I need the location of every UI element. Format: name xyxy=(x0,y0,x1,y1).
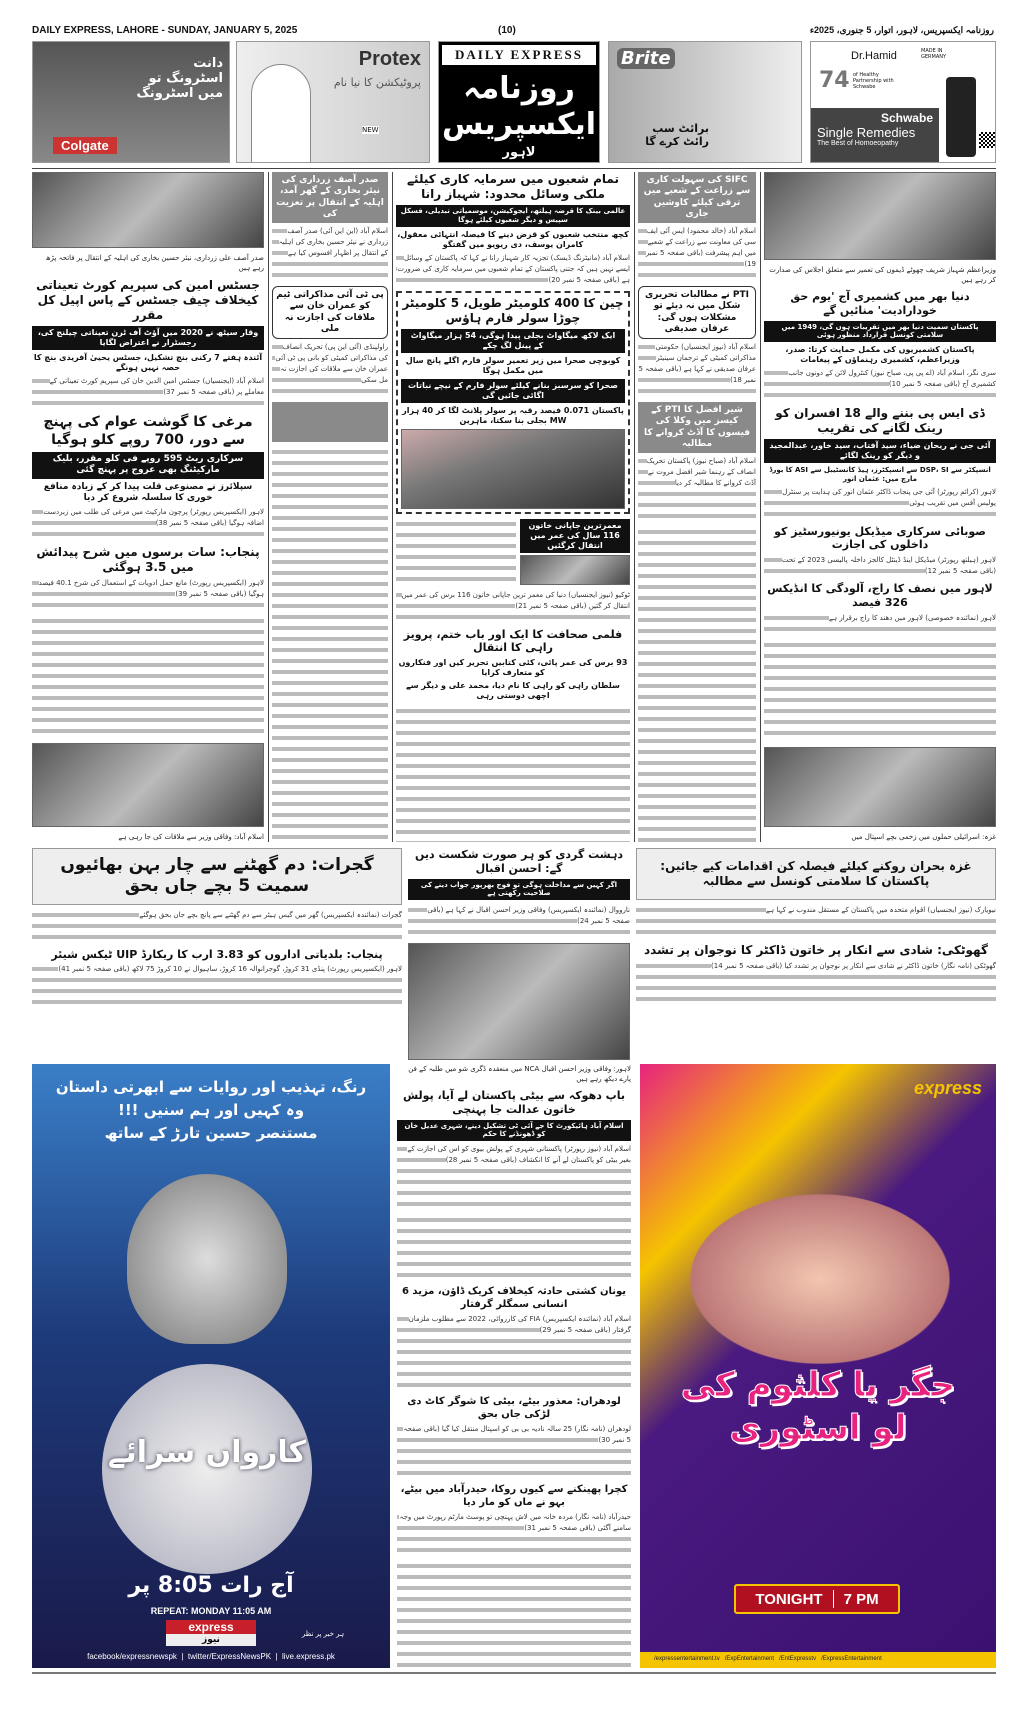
filler-text xyxy=(764,640,996,743)
center-column xyxy=(396,172,630,842)
story-pti-talks xyxy=(272,286,388,397)
headline: یونان کشتی حادثہ کیخلاف کریک ڈاؤن، مزید 6 انسانی سمگلر گرفتار xyxy=(401,1286,627,1310)
tonight-badge xyxy=(734,1584,900,1614)
story-faisal xyxy=(396,628,630,702)
dateline-urdu: روزنامہ ایکسپریس، لاہور، اتوار، 5 جنوری، 2025ء xyxy=(809,25,994,35)
headline: فلمی صحافت کا ایک اور باب ختم، پرویز راہی کا انتقال xyxy=(403,627,623,655)
story-body: اسلام آباد (مانیٹرنگ ڈیسک) تجزیہ کار شہباز رانا نے کہا کہ پاکستان کے وسائل ایسے نہیں ہیں کہ جتنی پاکستان کے تمام شعبوں میں سرمایہ کاری کی ضرورت ہے (باقی صفحہ 5 نمبر 20) xyxy=(397,253,630,284)
subheadline: انسپکٹر سے DSP، SI سے انسپکٹرز، ہیڈ کانسٹیبل سے ASI کا بورڈ مارچ میں: عثمان انور xyxy=(769,466,991,483)
logo-ur: نیوز xyxy=(166,1634,256,1646)
story-body: گجرات (نمائندہ ایکسپریس) گھر میں گیس ہیٹر سے دم گھٹنے سے پانچ بچے جاں بحق ہوگئے xyxy=(139,910,402,919)
tonight-label: TONIGHT xyxy=(755,1590,823,1608)
subheadline: سرکاری ریٹ 595 روپے فی کلو مقرر، بلیک مارکیٹنگ بھی عروج پر پہنچ گئی xyxy=(32,452,264,479)
headline: پی ٹی آئی مذاکراتی ٹیم کو عمران خان سے ملاقات کی اجازت نہ ملی xyxy=(272,286,388,339)
show-title: کارواں سرائے xyxy=(107,1435,307,1470)
story-body: اسلام آباد (این این آئی) صدر آصف زرداری نے نیئر حسین بخاری کی اہلیہ کے انتقال پر اظہار افسوس کیا ہے xyxy=(278,227,388,257)
headline: دہشت گردی کو ہر صورت شکست دیں گے: احسن اقبال xyxy=(414,848,624,875)
drama-ad[interactable] xyxy=(640,1064,996,1668)
subheadline: سپلائرز نے مصنوعی قلت پیدا کر کے زیادہ منافع خوری کا سلسلہ شروع کر دیا xyxy=(43,481,253,503)
schwabe-ad[interactable] xyxy=(810,41,996,163)
headline: لودھراں: معذور بیٹے، بیٹی کا شوگر کاٹ دی لڑکی جاں بحق xyxy=(407,1396,621,1420)
page-bottom-rule xyxy=(32,1672,996,1674)
headline: پنجاب: سات برسوں میں شرح پیدائش میں 3.5 ہوگئی xyxy=(36,545,260,574)
obituary-row xyxy=(396,519,630,585)
subheadline: پاکستان کشمیریوں کی مکمل حمایت کرتا: صدر، وزیراعظم، کشمیری رہنماؤں کے پیغامات xyxy=(785,345,975,364)
ad-line: مستنصر حسین تارڑ کے ساتھ xyxy=(104,1123,318,1142)
headline: گجرات: دم گھٹنے سے چار بہن بھائیوں سمیت 5 بچے جاں بحق xyxy=(60,855,374,897)
center-bottom-column xyxy=(397,1064,631,1668)
photo-meeting xyxy=(32,743,264,827)
column-2 xyxy=(272,172,388,842)
photo-pm-meeting xyxy=(764,172,996,260)
story-body: راولپنڈی (آئی این پی) تحریک انصاف کی مذاکراتی کمیٹی کو بانی پی ٹی آئی عمران خان سے ملاقات کی اجازت نہ مل سکی xyxy=(275,343,388,384)
story-body: حیدرآباد (نامہ نگار) مردہ خانہ میں لاش پہنچی تو پوسٹ مارٹم رپورٹ میں وجہ سامنے آگئی (باقی صفحہ 5 نمبر 31) xyxy=(399,1513,631,1532)
repeat-time: REPEAT: MONDAY 11:05 AM xyxy=(150,1606,272,1616)
story-chicken xyxy=(32,414,264,540)
divider xyxy=(760,172,761,842)
headline: جسٹس امین کی سپریم کورٹ تعیناتی کیخلاف چیف جسٹس کے پاس اپیل کل مقرر xyxy=(36,278,260,322)
photo-zardari xyxy=(32,172,264,248)
story-body: لاہور (نمائندہ خصوصی) لاہور میں دھند کا راج برقرار ہے xyxy=(828,613,996,622)
bottle-image xyxy=(946,77,976,157)
schwabe-panel xyxy=(811,108,939,163)
story-body: نارووال (نمائندہ ایکسپریس) وفاقی وزیر احسن اقبال نے کہا ہے (باقی صفحہ 5 نمبر 24) xyxy=(427,906,630,925)
story-body: اسلام آباد (نیوز رپورٹر) پاکستانی شہری کے پولش بیوی کو اس کی اجازت کے بغیر بیٹی کو پاکستان لے آنے کا انکشاف (باقی صفحہ 5 نمبر 28) xyxy=(407,1145,631,1164)
show-time: آج رات 8:05 پر xyxy=(128,1573,294,1598)
story-pti-demands xyxy=(638,286,756,397)
subheadline: پاکستان سمیت دنیا بھر میں تقریبات ہوں گی، 1949 میں سلامتی کونسل قرارداد منظور ہوئی xyxy=(764,321,996,343)
obituary-photo xyxy=(520,555,630,585)
story-china-solar xyxy=(396,291,630,514)
ad-line: رنگ، تہذیب اور روایات سے ابھرتی داستان xyxy=(55,1078,367,1096)
headline: چین کا 400 کلومیٹر طویل، 5 کلومیٹر چوڑا سولر فارم ہاؤس xyxy=(402,295,624,325)
photo-caption: اسلام آباد: وفاقی وزیر سے ملاقات کی جا رہی ہے xyxy=(118,833,264,841)
filler-text xyxy=(397,1561,631,1668)
story-kashmir xyxy=(764,290,996,401)
obit-body xyxy=(396,590,630,623)
colgate-tagline: دانت اسٹرونگ تو میں اسٹرونگ xyxy=(136,56,223,101)
social-links: facebook/expressnewspk | twitter/ExpressNewsPK | live.express.pk xyxy=(87,1652,335,1661)
story-body: اسلام آباد (ایجنسیاں) جسٹس امین الدین خان کی سپریم کورٹ تعیناتی کے معاملے پر (باقی صفحہ 5 نمبر 37) xyxy=(49,377,264,396)
story-body: لاہور (ایکسپریس رپورٹر) پرچون مارکیٹ میں مرغی کی طلب میں زبردست اضافہ ہوگیا (باقی صفحہ 5 نمبر 38) xyxy=(43,508,264,527)
badge-divider xyxy=(833,1590,834,1608)
qr-code-icon xyxy=(979,132,995,148)
photo-caption: غزہ: اسرائیلی حملوں میں زخمی بچے اسپتال میں xyxy=(851,833,996,841)
story-body: ٹوکیو (نیوز ایجنسیاں) دنیا کی معمر ترین جاپانی خاتون 116 برس کی عمر میں انتقال کر گئیں (باقی صفحہ 5 نمبر 21) xyxy=(401,590,630,610)
express-news-logo xyxy=(166,1620,256,1646)
schwabe-title: Schwabe xyxy=(880,111,933,125)
brite-tagline: برائٹ سب رائٹ کرے گا xyxy=(645,122,709,148)
headline: صدر آصف زرداری کی نیئر بخاری کے گھر آمد، اہلیہ کے انتقال پر تعزیت کی xyxy=(272,172,388,223)
subheadline: ایک لاکھ میگاواٹ بجلی پیدا ہوگی، 54 ہزار میگاواٹ کے پینل لگ چکے xyxy=(401,329,625,353)
dateline-english: DAILY EXPRESS, LAHORE - SUNDAY, JANUARY 5, 2025 xyxy=(32,25,298,36)
subheadline: صحرا کو سرسبز بنانے کیلئے سولر فارم کے نیچے نباتات اگائی جائیں گی xyxy=(401,379,625,403)
doctor-image xyxy=(251,64,311,163)
ad-line: وہ کہیں اور ہم سنیں !!! xyxy=(117,1100,305,1119)
headline: SIFC کی سہولت کاری سے زراعت کے شعبے میں ترقی کیلئے کاوشیں جاری xyxy=(638,172,756,223)
story-justice xyxy=(32,278,264,409)
masthead-title: DAILY EXPRESS xyxy=(442,45,596,65)
filler-text xyxy=(32,616,264,738)
subheadline: 93 برس کی عمر پائی، کئی کتابیں تحریر کیں اور فنکاروں کو متعارف کرایا xyxy=(398,658,628,677)
masthead-urdu: روزنامہ ایکسپریس xyxy=(441,71,597,142)
photo-caption: وزیراعظم شہباز شریف چھوٹے ڈیموں کی تعمیر سے متعلق اجلاس کی صدارت کر رہے ہیں xyxy=(769,266,996,284)
photo-caption: صدر آصف علی زرداری، نیئر حسین بخاری کی اہلیہ کے انتقال پر فاتحہ پڑھ رہے ہیں xyxy=(45,254,264,272)
subheadline: آئندہ ہفتے 7 رکنی بنچ تشکیل، جسٹس یحییٰ آفریدی بنچ کا حصہ نہیں ہونگے xyxy=(33,353,263,372)
story-upi xyxy=(32,948,402,1009)
story-body: لودھراں (نامہ نگار) 25 سالہ نادیہ بی بی کو اسپتال منتقل کیا گیا (باقی صفحہ 5 نمبر 30) xyxy=(403,1425,631,1444)
years: 74 xyxy=(819,68,850,93)
drhamid-logo: Dr.Hamid xyxy=(851,50,897,62)
social-links: /expressentertainment.tv /ExpEntertainment /EntExpresstv /ExpressEntertainment xyxy=(640,1652,996,1668)
banner-center xyxy=(408,848,630,1060)
ahsan-body xyxy=(408,905,630,938)
masthead-logo xyxy=(438,41,600,163)
headline: کچرا پھینکنے سے کیوں روکا، حیدرآباد میں بیٹے، بہو نے ماں کو مار دیا xyxy=(400,1484,628,1508)
subheadline: عالمی بینک کا قرضہ ہیلتھ، ایجوکیشن، موسمیاتی تبدیلی، فسکل سپیس و دیگر شعبوں کیلئے ہوگا xyxy=(396,205,630,227)
cast-image xyxy=(690,1194,950,1364)
story-body: سری نگر، اسلام آباد (اے پی پی، صباح نیوز) کنٹرول لائن کے دونوں جانب کشمیری آج (باقی صفحہ 5 نمبر 10) xyxy=(788,369,996,388)
headline: ڈی ایس پی بننے والے 18 افسران کو رینک لگانے کی تقریب xyxy=(775,406,985,435)
photo-nca xyxy=(408,943,630,1060)
portrait-image xyxy=(127,1174,287,1344)
story-body: نیویارک (نیوز ایجنسیاں) اقوام متحدہ میں پاکستان کے مستقل مندوب نے کہا ہے xyxy=(765,906,996,914)
filler-text xyxy=(396,706,630,842)
headline: PTI نے مطالبات تحریری شکل میں نہ دیئے تو مشکلات ہوں گی: عرفان صدیقی xyxy=(638,286,756,339)
story-ahsan xyxy=(408,848,630,900)
right-column xyxy=(764,172,996,842)
headline: لاہور میں نصف کا راج، آلودگی کا انڈیکس 326 فیصد xyxy=(767,582,993,609)
headline: پنجاب: بلدیاتی اداروں کو 3.83 ارب کا ریکارڈ UIP ٹیکس شیئر xyxy=(51,947,383,961)
protex-logo: Protex xyxy=(358,48,421,70)
gaza-body xyxy=(636,905,996,938)
made-in: MADE IN GERMANY xyxy=(921,48,947,60)
protex-tagline: پروٹیکشن کا نیا نام xyxy=(333,76,421,89)
page-number: (10) xyxy=(498,25,516,36)
brite-ad[interactable] xyxy=(608,41,802,163)
schwabe-subtitle: Single Remedies xyxy=(817,125,916,140)
story-doctor xyxy=(636,943,996,1005)
headline: گھوٹکی: شادی سے انکار پر خاتون ڈاکٹر کا نوجوان پر تشدد xyxy=(644,943,988,957)
story-body: اسلام آباد (نیوز ایجنسیاں) حکومتی مذاکراتی کمیٹی کے ترجمان سینیٹر عرفان صدیقی نے کہا ہے (باقی صفحہ 5 نمبر 18) xyxy=(638,343,756,384)
story-sher-afzal xyxy=(638,402,756,522)
protex-new: NEW xyxy=(362,126,379,134)
story-court xyxy=(397,1089,631,1210)
subheadline: اگر کہیں سے مداخلت ہوگی تو فوج بھرپور جواب دینے کی صلاحیت رکھتی ہے xyxy=(408,879,630,901)
subheadline: پاکستان 0.071 فیصد رقبہ پر سولر پلانٹ لگا کر 40 ہزار MW بجلی بنا سکتا، ماہرین xyxy=(402,405,624,425)
divider xyxy=(268,172,269,842)
filler-text xyxy=(396,519,516,581)
story-gujrat xyxy=(32,848,402,905)
filler-text xyxy=(638,527,756,842)
colgate-ad[interactable] xyxy=(32,41,230,163)
divider xyxy=(634,172,635,842)
story-body: لاہور (ایکسپریس رپورٹ) مانع حمل ادویات کے استعمال کی شرح 40.1 فیصد ہوگیا (باقی صفحہ 5 نمبر 39) xyxy=(38,579,264,598)
headline: شیر افضل کا PTI کے کیسز میں وکلا کی فیسوں کا آڈٹ کروانے کا مطالبہ xyxy=(638,402,756,453)
filler-text xyxy=(272,447,388,842)
story-body: اسلام آباد (نمائندہ ایکسپریس) FIA کی کارروائی، 2022 سے مطلوب ملزمان گرفتار (باقی صفحہ 5 نمبر 29) xyxy=(408,1315,631,1334)
story-body: گھوٹکی (نامہ نگار) خاتون ڈاکٹر نے شادی سے انکار پر نوجوان پر تشدد کیا (باقی صفحہ 5 نمبر 14) xyxy=(711,962,996,970)
colgate-logo: Colgate xyxy=(53,137,117,154)
logo-en: express xyxy=(166,1620,256,1634)
headline: غزہ بحران روکنے کیلئے فیصلہ کن اقدامات کیے جائیں: پاکستان کا سلامتی کونسل سے مطالبہ xyxy=(660,859,972,888)
story-obituary xyxy=(520,519,630,585)
drama-title: جگر یا کلثوم کی لو اسٹوری xyxy=(680,1365,956,1448)
main-headline: تمام شعبوں میں سرمایہ کاری کیلئے ملکی وسائل محدود: شہباز رانا xyxy=(407,172,619,201)
story-body: اسلام آباد (صباح نیوز) پاکستان تحریک انصاف کے رہنما شیر افضل مروت نے آڈٹ کروانے کا مطالبہ کر دیا xyxy=(646,457,756,487)
headline: معمرترین جاپانی خاتون 116 سال کی عمر میں انتقال کرگئیں xyxy=(520,519,630,553)
banner-right xyxy=(636,848,996,1058)
filler-text xyxy=(397,1215,631,1281)
left-column xyxy=(32,172,264,842)
subheadline: کوبوچی صحرا میں زیر تعمیر سولر فارم اگلے پانچ سال میں مکمل ہوگا xyxy=(405,355,621,375)
story-sifc xyxy=(638,172,756,281)
story-index xyxy=(764,582,996,635)
banner-left xyxy=(32,848,402,1058)
column-4 xyxy=(638,172,756,842)
headline: مرغی کا گوشت عوام کی پہنچ سے دور، 700 روپے کلو ہوگیا xyxy=(43,414,253,448)
story-punjab xyxy=(32,545,264,611)
gujrat-body xyxy=(32,910,402,943)
time-label: 7 PM xyxy=(843,1590,879,1608)
protex-ad[interactable] xyxy=(236,41,430,163)
photo-gaza xyxy=(764,747,996,827)
story-main xyxy=(396,172,630,286)
story-gaza xyxy=(636,848,996,900)
headline: دنیا بھر میں کشمیری آج 'یوم حق خودارادیت' منائیں گے xyxy=(790,290,970,317)
story-zardari xyxy=(272,172,388,281)
story-dsp xyxy=(764,406,996,520)
subheadline: وقار سیٹھ نے 2020 میں آؤٹ آف ٹرن تعیناتی چیلنج کی، رجسٹرار نے اعتراض لگایا xyxy=(32,326,264,350)
grey-headline-block xyxy=(272,402,388,442)
story-body: لاہور (ایکسپریس رپورٹ) پنڈی 31 کروڑ، گوجرانوالہ 16 کروڑ، ساہیوال نے 10 کروڑ 75 لاکھ (باقی صفحہ 5 نمبر 41) xyxy=(58,965,402,974)
story-greece xyxy=(397,1286,631,1391)
story-hyderabad xyxy=(397,1484,631,1556)
divider xyxy=(32,168,996,169)
story-lodhran xyxy=(397,1396,631,1479)
subheadline: سلطان راہی کو راہی کا نام دیا، محمد علی و دیگر سے اچھی دوستی رہی xyxy=(406,681,620,700)
brite-logo: Brite xyxy=(617,48,675,69)
story-body: لاہور (ہیلتھ رپورٹر) میڈیکل اینڈ ڈینٹل کالجز داخلہ پالیسی 2023 کے تحت (باقی صفحہ 5 نمبر 12) xyxy=(782,556,996,575)
headline: صوبائی سرکاری میڈیکل یونیورسٹیز کو داخلوں کی اجازت xyxy=(774,524,986,552)
story-medical xyxy=(764,525,996,578)
subheadline: آئی جی نے ریحان ضیاء، سید آفتاب، سید خاور، عبدالمجید و دیگر کو رینک لگائے xyxy=(764,439,996,463)
subheadline: کچھ منتخب شعبوں کو قرض دینے کا فیصلہ انتہائی معقول، کامران یوسف، دی ریویو میں گفتگو xyxy=(397,229,629,249)
solar-farm-photo xyxy=(401,429,625,509)
partnership: of Healthy Partnership with Schwabe xyxy=(853,72,894,90)
story-body: اسلام آباد (خالد محمود) ایس آئی ایف سی کی معاونت سے زراعت کے شعبے میں اہم پیشرفت (باقی صفحہ 5 نمبر 19) xyxy=(645,227,756,268)
express-entertainment-logo: express xyxy=(913,1078,982,1098)
karwan-sarai-ad[interactable] xyxy=(32,1064,390,1668)
masthead-city: لاہور xyxy=(502,145,536,160)
divider xyxy=(392,172,393,842)
headline: باپ دھوکہ سے بیٹی پاکستان لے آیا، پولش خاتون عدالت جا پہنچی xyxy=(403,1089,625,1116)
slogan: ہر خبر پر نظر xyxy=(301,1630,345,1638)
story-body: لاہور (کرائم رپورٹر) آئی جی پنجاب ڈاکٹر عثمان انور کی ہدایت پر سنٹرل پولیس آفس میں تقریب ہوئی xyxy=(782,487,996,507)
photo-caption: لاہور: وفاقی وزیر احسن اقبال NCA میں منعقدہ ڈگری شو میں طلبہ کے فن پارے دیکھ رہے ہیں xyxy=(408,1065,631,1083)
schwabe-slogan: The Best of Homoeopathy xyxy=(817,140,899,147)
subheadline: اسلام آباد ہائیکورٹ کا جے آئی ٹی تشکیل دینے، شہری عدیل خان کو ڈھونڈنے کا حکم xyxy=(397,1120,631,1142)
